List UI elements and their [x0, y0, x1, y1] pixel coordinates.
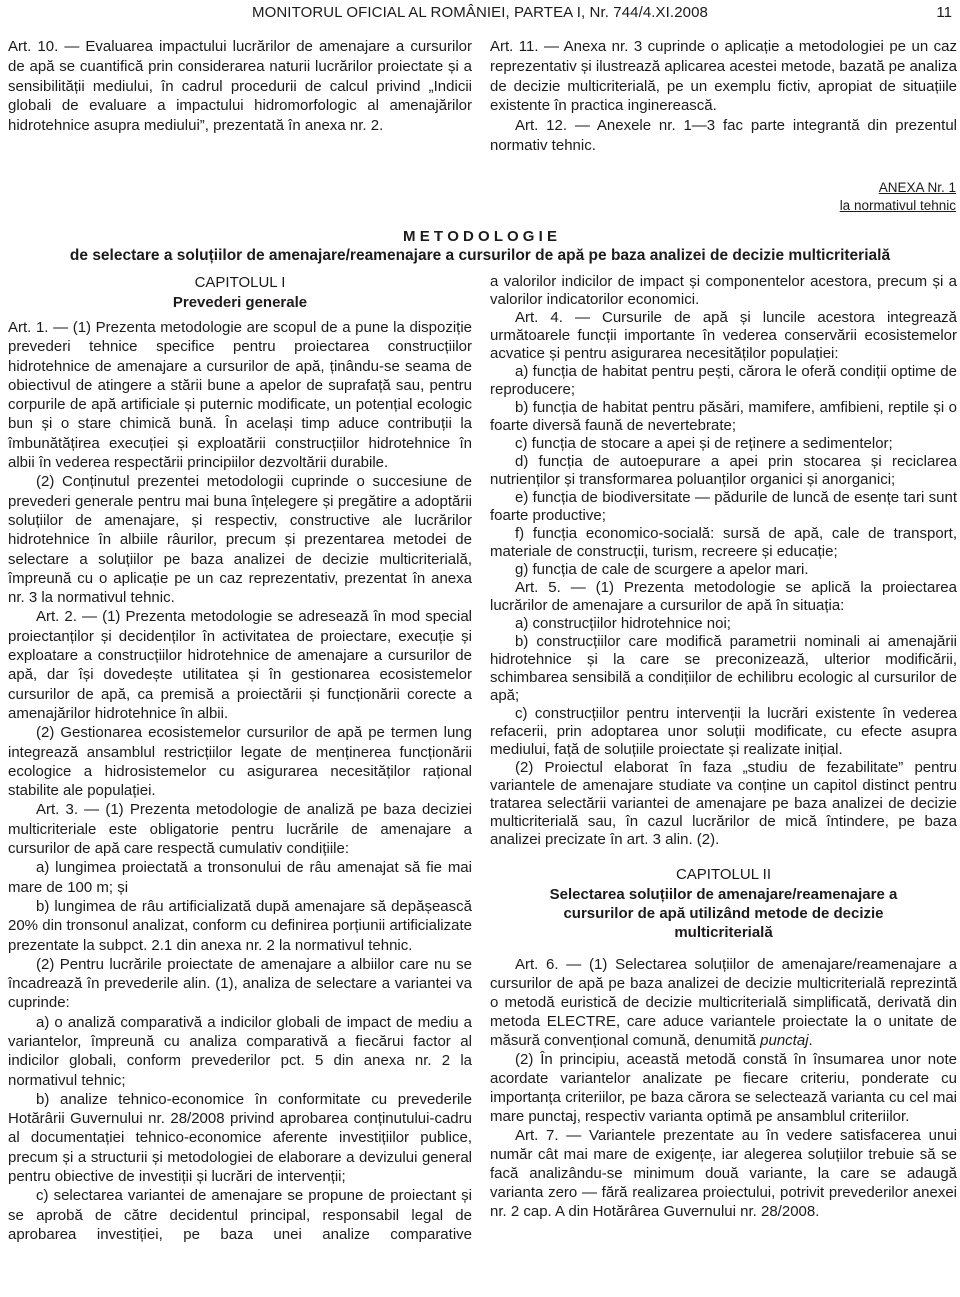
art-2-para-2: (2) Gestionarea ecosistemelor cursurilor de apă pe termen lung integrează ansamblul restricțiilor legate de menținerea funcționării ecologice a hidrosistemelor cu asigurarea necesităților rațional stabilite ale populației. — [8, 724, 472, 800]
art-6-para-1-end: . — [808, 1032, 813, 1049]
art-4-item-b: b) funcția de habitat pentru păsări, mamifere, amfibieni, reptile și o foarte diversă faună de nevertebrate; — [490, 399, 957, 434]
annex-reference — [840, 179, 956, 215]
art-4-item-f: f) funcția economico-socială: sursă de apă, cale de transport, materiale de construcții, turism, recreere și educație; — [490, 525, 957, 560]
art-2-para-1: Art. 2. — (1) Prezenta metodologie se adresează în mod special proiectanților și decidenților în activitatea de proiectare, execuție și exploatare a construcțiilor hidrotehnice de amenajare a cursurilor de apă, dar își dovedește utilitatea și în gestionarea ecosistemelor cursurilor de apă, ca premisă a proiectării și funcționării corecte a amenajărilor hidrotehnice în albii. — [8, 608, 472, 722]
annex-normative-ref: la normativul tehnic — [839, 198, 956, 213]
art-6-para-1 — [490, 955, 957, 1050]
art-5-item-a: a) construcțiilor hidrotehnice noi; — [515, 615, 731, 632]
art-12-text: Art. 12. — Anexele nr. 1—3 fac parte integrantă din prezentul normativ tehnic. — [490, 117, 957, 154]
top-right-column — [490, 37, 957, 156]
art-3-item-b: b) lungimea de râu artificializată după amenajare să depășească 20% din tronsonul analizat, conform cu definirea porțiunii artificializate prezentate la subpct. 2.1 din anexa nr. 2 la normativul tehnic. — [8, 897, 472, 954]
right-column-upper — [490, 273, 957, 849]
chapter-1-label: CAPITOLUL I — [194, 274, 286, 291]
right-column-lower — [490, 955, 957, 1221]
art-6-para-2: (2) În principiu, această metodă constă în însumarea unor note acordate variantelor analizate pe fiecare criteriu, ponderate cu importanța criteriilor, pe baza cărora se selectează varianta cu cel mai mare punctaj, respectiv varianta optimă pe ansamblul criteriilor. — [490, 1051, 957, 1125]
art-3-para-1: Art. 3. — (1) Prezenta metodologie de analiză pe baza deciziei multicriteriale este obligatorie pentru lucrările de amenajare a cursurilor de apă care respectă cumulativ condițiile: — [8, 801, 472, 858]
art-11-text: Art. 11. — Anexa nr. 3 cuprinde o aplicație a metodologiei pe un caz reprezentativ și ilustrează aplicarea acestei metode, bazată pe analiza de decizie multicriterială, pe un exemplu fictiv, apropiat de situațiile existente în practica inginerească. — [490, 38, 957, 115]
art-5-para-2: (2) Proiectul elaborat în faza „studiu de fezabilitate” pentru variantele de amenajare studiate va conține un capitol distinct pentru tratarea selectării variantei de amenajare pe baza analizei de decizie multicriterială sau, în cazul lucrărilor de mică întindere, pe baza analizei precizate în art. 3 alin. (2). — [490, 759, 957, 848]
chapter-2-heading — [490, 865, 957, 942]
top-left-column — [8, 37, 472, 136]
chapter-2-title: Selectarea soluțiilor de amenajare/reamenajare a cursurilor de apă utilizând metode de decizie multicriterială — [549, 886, 898, 941]
annex-label: ANEXA Nr. 1 — [878, 180, 956, 195]
art-3-para-2: (2) Pentru lucrările proiectate de amenajare a albiilor care nu se încadrează în prevederile alin. (1), analiza de selectare a variantei va cuprinde: — [8, 955, 472, 1012]
art-4-item-d: d) funcția de autoepurare a apei prin stocarea și reciclarea nutrienților și transformarea poluanților organici și anorganici; — [490, 453, 957, 488]
publication-header: MONITORUL OFICIAL AL ROMÂNIEI, PARTEA I, Nr. 744/4.XI.2008 — [252, 4, 708, 21]
art-6-emphasis: punctaj — [760, 1032, 809, 1049]
art-1-para-2: (2) Conținutul prezentei metodologii cuprinde o succesiune de prevederi generale pentru mai buna înțelegere și pregătire a adoptării soluțiilor de amenajare, și respectiv, constructive ale lucrărilor hidrotehnice în albiile râurilor, precum și prezentarea metodei de selectare a soluțiilor pe baza analizei de decizie multicriterială, împreună cu o aplicație pe un caz reprezentativ, prezentat în anexa nr. 3 la normativul tehnic. — [8, 473, 472, 607]
art-4-text: Art. 4. — Cursurile de apă și luncile acestora integrează următoarele funcții importante în vederea conservării ecosistemelor acvatice și pentru asigurarea necesităților populației: — [490, 309, 957, 362]
art-4-item-a: a) funcția de habitat pentru pești, cărora le oferă condiții optime de reproducere; — [490, 363, 957, 398]
chapter-1-title: Prevederi generale — [172, 294, 308, 311]
art-3-continuation: a valorilor indicilor de impact și componentelor acestora, precum și a valorilor indicatorilor economici. — [490, 273, 957, 308]
art-3-item-a: a) lungimea proiectată a tronsonului de râu amenajat să fie mai mare de 100 m; și — [8, 859, 472, 896]
page-header — [0, 2, 960, 24]
art-4-item-c: c) funcția de stocare a apei și de reținere a sedimentelor; — [515, 435, 893, 452]
art-7-text: Art. 7. — Variantele prezentate au în vedere satisfacerea unui număr cât mai mare de exigențe, iar alegerea soluțiilor trebuie să se facă analizându-se minimum două variante, la care se adaugă varianta zero — fără realizarea proiectului, potrivit prevederilor anexei nr. 2 cap. A din Hotărârea Guvernului nr. 28/2008. — [490, 1127, 957, 1220]
left-column — [8, 273, 472, 1244]
art-6-para-1-text: Art. 6. — (1) Selectarea soluțiilor de amenajare/reamenajare a cursurilor de apă pe baza analizei de decizie multicriterială reprezintă o metodă euristică de decizie multicriterială simplificată, derivată din metoda ELECTRE, care aduce variantele proiectate la o unitate de măsură convențional comună, denumită — [490, 956, 957, 1049]
page-number: 11 — [936, 4, 952, 21]
art-4-item-e: e) funcția de biodiversitate — pădurile de luncă de esențe tari sunt foarte productive; — [490, 489, 957, 524]
art-5-item-b: b) construcțiilor care modifică parametrii nominali ai amenajării hidrotehnice și la care se preconizează, ulterior modificării, schimbarea sensibilă a condițiilor de echilibru ecologic al cursurilor de apă; — [490, 633, 957, 704]
art-3-para-2-item-a: a) o analiză comparativă a indicilor globali de impact de mediu a variantelor, împreună cu analiza comparativă a fiecărui factor al indicilor globali, conform prevederilor pct. 5 din anexa nr. 2 la normativul tehnic; — [8, 1013, 472, 1089]
chapter-2-label: CAPITOLUL II — [675, 866, 772, 883]
art-1-para-1: Art. 1. — (1) Prezenta metodologie are scopul de a pune la dispoziție prevederi tehnice specifice pentru proiectarea construcțiilor hidrotehnice de amenajare a cursurilor de apă, ținându-se seama de obiectivul de atingere a stării bune a apelor de suprafață sau, pentru corpurile de apă artificiale și puternic modificate, un potențial ecologic bun și o stare chimică bună. În același timp aduce contribuții la îmbunătățirea execuției și exploatării construcțiilor hidrotehnice în albii în vederea respectării principiilor dezvoltării durabile. — [8, 319, 472, 472]
art-3-para-2-item-b: b) analize tehnico-economice în conformitate cu prevederile Hotărârii Guvernului nr. 28/2008 privind aprobarea conținutului-cadru al documentației tehnico-economice aferente investițiilor publice, precum și a structurii și metodologiei de elaborare a devizului general pentru obiective de investiții și lucrări de intervenții; — [8, 1090, 472, 1186]
right-column — [490, 273, 957, 1221]
art-3-para-2-item-c: c) selectarea variantei de amenajare se propune de proiectant și se aprobă de către decidentul principal, responsabil legal de aprobarea investiției, pe baza unei analize comparative — [8, 1187, 472, 1243]
art-5-item-c: c) construcțiilor pentru intervenții la lucrări existente în vederea refacerii, prin adoptarea unor soluții modificate, cu efecte asupra mediului, față de soluțiile proiectate și realizate inițial. — [490, 705, 957, 758]
art-4-item-g: g) funcția de cale de scurgere a apelor mari. — [515, 561, 809, 578]
document-title: M E T O D O L O G I E — [403, 228, 557, 245]
art-10-text: Art. 10. — Evaluarea impactului lucrărilor de amenajare a cursurilor de apă se cuantifică prin considerarea naturii lucrărilor proiectate și a sensibilității mediului, în cadrul procedurii de calcul privind „Indicii globali de evaluare a impactului hidromorfologic al amenajărilor hidrotehnice asupra mediului”, prezentată în anexa nr. 2. — [8, 38, 472, 135]
art-5-para-1: Art. 5. — (1) Prezenta metodologie se aplică la proiectarea lucrărilor de amenajare a cursurilor de apă în situația: — [490, 579, 957, 614]
document-subtitle: de selectare a soluțiilor de amenajare/reamenajare a cursurilor de apă pe baza analizei de decizie multicriterială — [69, 247, 891, 264]
